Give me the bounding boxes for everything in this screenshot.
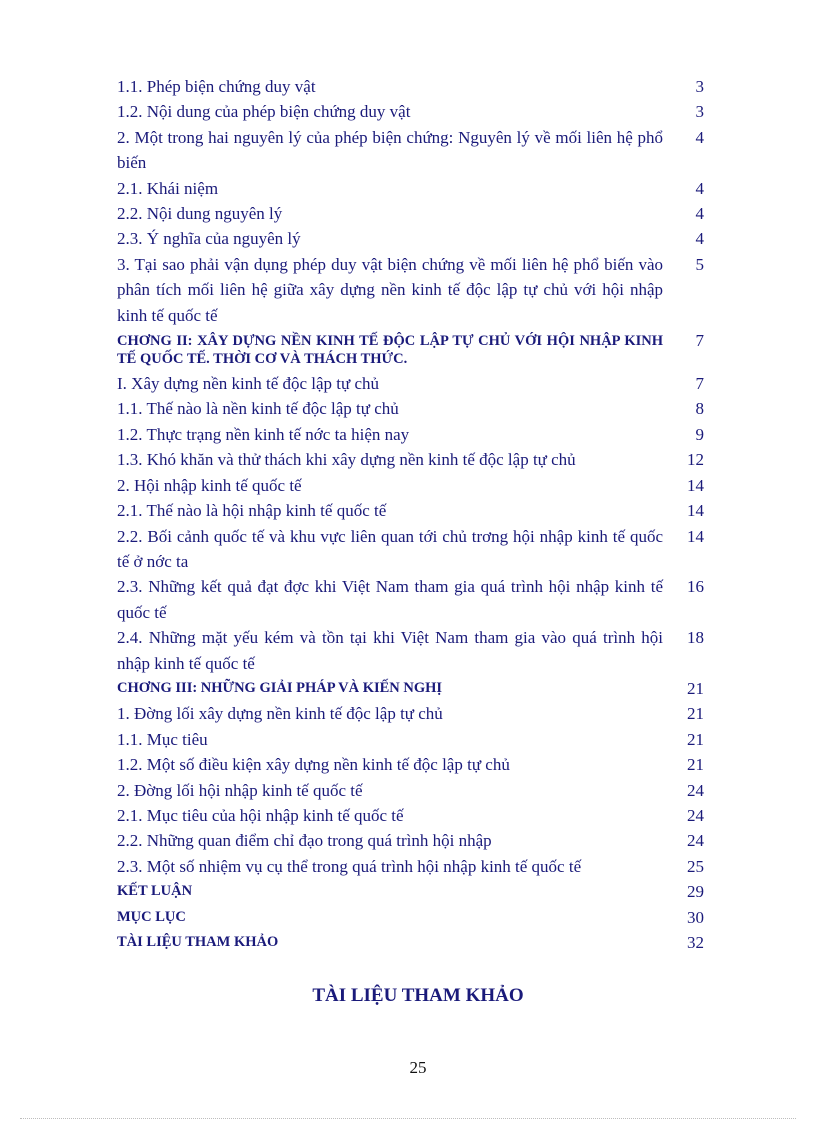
toc-row — [117, 752, 707, 777]
toc-row — [117, 125, 707, 176]
toc-entry-page: 9 — [695, 424, 704, 444]
toc-row — [117, 396, 707, 421]
toc-section-title: KẾT LUẬN — [117, 883, 193, 900]
toc-entry-page: 21 — [687, 729, 704, 749]
toc-row — [117, 701, 707, 726]
toc-entry-title: I. Xây dựng nền kinh tế độc lập tự chủ — [117, 374, 380, 394]
toc-entry-page: 14 — [687, 526, 704, 546]
toc-entry-title: 1. Đờng lối xây dựng nền kinh tế độc lập tự chủ — [117, 704, 443, 724]
toc-row — [117, 574, 707, 625]
toc-section-row — [117, 905, 707, 930]
toc-section-row — [117, 930, 707, 955]
toc-entry-title: 1.2. Thực trạng nền kinh tế nớc ta hiện nay — [117, 424, 410, 444]
toc-entry-title: 1.1. Phép biện chứng duy vật — [117, 77, 316, 96]
toc-entry-title: 2.1. Thế nào là hội nhập kinh tế quốc tế — [117, 501, 387, 521]
toc-row — [117, 473, 707, 498]
toc-entry-title: 2.1. Khái niệm — [117, 178, 219, 198]
toc-section-title: TÀI LIỆU THAM KHẢO — [117, 934, 279, 950]
toc-entry-title: 2.3. Ý nghĩa của nguyên lý — [117, 229, 301, 249]
toc-entry-title: 2.1. Mục tiêu của hội nhập kinh tế quốc tế — [117, 805, 404, 825]
toc-row — [117, 498, 707, 523]
toc-entry-title: 2.2. Bối cảnh quốc tế và khu vực liên quan tới chủ trơng hội nhập kinh tế quốc tế ở nớc ta — [117, 526, 663, 571]
toc-entry-page: 32 — [687, 933, 704, 952]
toc-row — [117, 447, 707, 472]
toc-entry-page: 3 — [695, 77, 704, 96]
toc-row — [117, 371, 707, 396]
toc-row — [117, 252, 707, 328]
toc-entry-title: 2.2. Những quan điểm chỉ đạo trong quá trình hội nhập — [117, 831, 492, 851]
toc-row — [117, 524, 707, 575]
toc-entry-title: 2.4. Những mặt yếu kém và tồn tại khi Việt Nam tham gia vào quá trình hội nhập kinh tế quốc tế — [117, 628, 663, 673]
toc-entry-page: 16 — [687, 577, 704, 597]
toc-entry-page: 3 — [695, 102, 704, 122]
toc-row — [117, 727, 707, 752]
toc-entry-title: 1.2. Một số điều kiện xây dựng nền kinh tế độc lập tự chủ — [117, 755, 510, 775]
toc-section-row — [117, 879, 707, 904]
toc-row — [117, 625, 707, 676]
toc-entry-page: 4 — [695, 229, 704, 249]
toc-row — [117, 828, 707, 853]
toc-row — [117, 226, 707, 251]
toc-entry-title: 2. Một trong hai nguyên lý của phép biện chứng: Nguyên lý về mối liên hệ phổ biến — [117, 127, 663, 173]
toc-entry-title: 2. Hội nhập kinh tế quốc tế — [117, 475, 302, 495]
toc-entry-page: 29 — [687, 882, 704, 902]
toc-section-title: MỤC LỤC — [117, 908, 186, 925]
toc-row — [117, 201, 707, 226]
toc-entry-page: 5 — [695, 254, 704, 274]
toc-entry-page: 18 — [687, 628, 704, 648]
toc-entry-page: 21 — [687, 755, 704, 775]
toc-row — [117, 778, 707, 803]
toc-entry-title: 1.1. Mục tiêu — [117, 729, 208, 749]
toc-entry-title: 2. Đờng lối hội nhập kinh tế quốc tế — [117, 780, 363, 800]
toc-chapter-title: CHƠNG II: XÂY DỰNG NỀN KINH TẾ ĐỘC LẬP TỰ CHỦ VỚI HỘI NHẬP KINH TẾ QUỐC TẾ. THỜI CƠ VÀ THÁCH THỨC. — [117, 333, 663, 368]
toc-entry-title: 1.1. Thế nào là nền kinh tế độc lập tự chủ — [117, 399, 399, 419]
toc-entry-page: 24 — [687, 780, 704, 800]
toc-entry-title: 2.3. Một số nhiệm vụ cụ thể trong quá trình hội nhập kinh tế quốc tế — [117, 856, 582, 876]
toc-entry-page: 14 — [687, 501, 704, 521]
toc-entry-page: 8 — [695, 399, 704, 419]
toc-entry-page: 21 — [687, 704, 704, 724]
toc-entry-page: 4 — [695, 178, 704, 198]
toc-row — [117, 99, 707, 124]
toc-entry-page: 12 — [687, 450, 704, 470]
toc-entry-title: 1.2. Nội dung của phép biện chứng duy vật — [117, 102, 411, 122]
toc-chapter-title: CHƠNG III: NHỮNG GIẢI PHÁP VÀ KIẾN NGHỊ — [117, 679, 443, 696]
toc-entry-page: 21 — [687, 678, 704, 698]
toc-entry-page: 25 — [687, 856, 704, 876]
toc-entry-page: 30 — [687, 907, 704, 927]
toc-entry-title: 1.3. Khó khăn và thử thách khi xây dựng nền kinh tế độc lập tự chủ — [117, 450, 576, 470]
toc-entry-title: 2.3. Những kết quả đạt đợc khi Việt Nam tham gia quá trình hội nhập kinh tế quốc tế — [117, 577, 663, 622]
toc-entry-page: 7 — [695, 331, 704, 351]
page-bottom-rule — [20, 1118, 796, 1119]
toc-row — [117, 854, 707, 879]
toc-entry-title: 2.2. Nội dung nguyên lý — [117, 204, 283, 224]
toc-entry-page: 24 — [687, 831, 704, 851]
table-of-contents — [117, 74, 707, 955]
toc-entry-page: 14 — [687, 475, 704, 495]
toc-entry-page: 7 — [695, 374, 704, 394]
toc-row — [117, 74, 707, 99]
references-heading: TÀI LIỆU THAM KHẢO — [312, 985, 524, 1006]
toc-entry-title: 3. Tại sao phải vận dụng phép duy vật biện chứng về mối liên hệ phổ biến vào phân tích mối liên hệ giữa xây dựng nền kinh tế độc lập tự chủ với hội nhập kinh tế quốc tế — [117, 254, 663, 325]
toc-chapter-row — [117, 328, 707, 371]
toc-row — [117, 803, 707, 828]
toc-entry-page: 4 — [695, 204, 704, 224]
toc-entry-page: 24 — [687, 805, 704, 825]
toc-entry-page: 4 — [695, 127, 704, 147]
page-number: 25 — [409, 1058, 427, 1077]
toc-chapter-row — [117, 676, 707, 701]
toc-row — [117, 422, 707, 447]
toc-row — [117, 176, 707, 201]
